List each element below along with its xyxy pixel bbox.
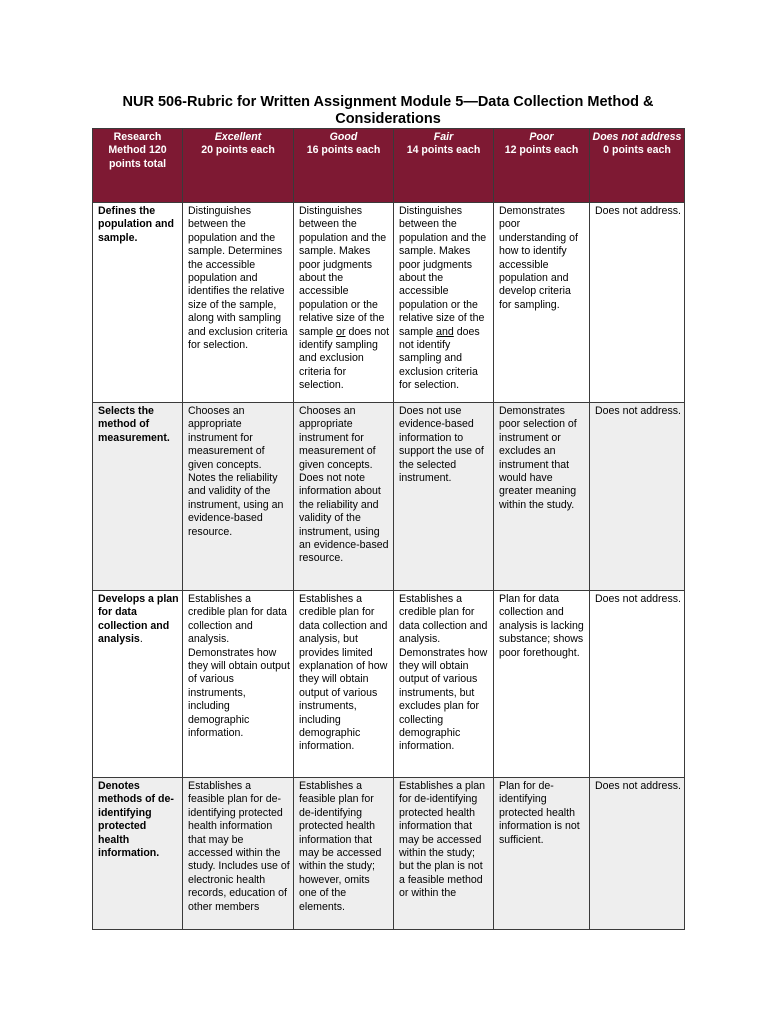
good-cell — [294, 591, 394, 778]
header-points: 14 points each — [406, 144, 481, 157]
header-points: 0 points each — [603, 144, 671, 157]
cell-text: Establishes a credible plan for data collection and analysis. Demonstrates how they will obtain output of various instruments, including demographic information. — [188, 593, 290, 740]
cell-text: does not identify sampling and exclusion criteria for selection. — [299, 325, 390, 392]
cell-text: does not identify sampling and exclusion criteria for selection. — [399, 325, 480, 392]
excellent-cell — [183, 403, 294, 591]
cell-text: Establishes a feasible plan for de-identifying protected health information that may be accessed within the study. Includes use of electronic health records, education of other members — [188, 780, 290, 913]
cell-text: Demonstrates poor selection of instrument or excludes an instrument that would have greater meaning within the study. — [499, 405, 577, 511]
fair-cell — [394, 591, 494, 778]
does-not-address-cell — [590, 403, 685, 591]
header-label: Poor — [529, 131, 554, 143]
good-cell — [294, 403, 394, 591]
good-cell — [294, 778, 394, 930]
criterion-text: Defines the population and sample. — [98, 205, 174, 244]
cell-text: Distinguishes between the population and the sample. Makes poor judgments about the accessible population or the relative size of the sample — [299, 205, 387, 338]
cell-text: Distinguishes between the population and the sample. Makes poor judgments about the accessible population or the relative size of the sample — [399, 205, 487, 338]
excellent-cell — [183, 203, 294, 403]
cell-text: Chooses an appropriate instrument for measurement of given concepts. Does not note information about the reliability and validity of the instrument, using an evidence-based resource. — [299, 405, 389, 565]
cell-text: Establishes a feasible plan for de-identifying protected health information that may be accessed within the study; however, omits one of the elements. — [299, 780, 382, 913]
poor-cell — [494, 403, 590, 591]
cell-text: Does not address. — [595, 405, 681, 417]
emphasis-text: or — [336, 325, 346, 338]
header-poor — [494, 129, 590, 203]
poor-cell — [494, 778, 590, 930]
criterion-text: Denotes methods of de-identifying protected health information. — [98, 780, 174, 860]
emphasis-text: and — [436, 325, 454, 338]
header-points: 16 points each — [306, 144, 381, 157]
cell-text: Establishes a plan for de-identifying protected health information that may be accessed within the study; but the plan is not a feasible method or within the — [399, 780, 485, 900]
cell-text: Does not use evidence-based information to support the use of the selected instrument. — [399, 405, 484, 485]
poor-cell — [494, 203, 590, 403]
criterion-text: Selects the method of measurement. — [98, 405, 170, 444]
cell-text: Demonstrates poor understanding of how to identify accessible population and develop criteria for sampling. — [499, 205, 578, 311]
header-excellent — [183, 129, 294, 203]
cell-text: Plan for data collection and analysis is lacking substance; shows poor forethought. — [499, 593, 584, 659]
excellent-cell — [183, 778, 294, 930]
header-fair — [394, 129, 494, 203]
header-points: 20 points each — [201, 144, 275, 157]
fair-cell — [394, 403, 494, 591]
rubric-header-row — [93, 129, 685, 203]
does-not-address-cell — [590, 591, 685, 778]
header-points: 12 points each — [504, 144, 579, 157]
header-label: Good — [329, 131, 358, 143]
criterion-cell — [93, 778, 183, 930]
document-title: NUR 506-Rubric for Written Assignment Module 5—Data Collection Method & Considerations — [122, 94, 654, 127]
cell-text: Plan for de-identifying protected health information is not sufficient. — [499, 780, 580, 846]
rubric-table — [92, 128, 685, 930]
criterion-suffix: . — [139, 633, 143, 646]
fair-cell — [394, 778, 494, 930]
cell-text: Establishes a credible plan for data collection and analysis, but provides limited explanation of how they will obtain output of various instruments, including demographic information. — [299, 593, 388, 753]
criterion-cell — [93, 403, 183, 591]
header-label: Research Method 120 points total — [108, 131, 167, 170]
criterion-text: Develops a plan for data collection and analysis — [98, 593, 179, 646]
cell-text: Does not address. — [595, 780, 681, 792]
poor-cell — [494, 591, 590, 778]
fair-cell — [394, 203, 494, 403]
good-cell — [294, 203, 394, 403]
rubric-row-population — [93, 203, 685, 403]
cell-text: Distinguishes between the population and the sample. Determines the accessible population and identifies the relative size of the sample, along with sampling and exclusion criteria for selection. — [188, 205, 288, 352]
header-label: Excellent — [214, 131, 262, 143]
rubric-row-deidentifying — [93, 778, 685, 930]
cell-text: Establishes a credible plan for data collection and analysis. Demonstrates how they will obtain output of various instruments, but excludes plan for collecting demographic information. — [399, 593, 488, 753]
cell-text: Does not address. — [595, 205, 681, 217]
header-does-not-address — [590, 129, 685, 203]
header-research-method — [93, 129, 183, 203]
cell-text: Chooses an appropriate instrument for measurement of given concepts. Notes the reliability and validity of the instrument, using an evidence-based resource. — [188, 405, 284, 538]
excellent-cell — [183, 591, 294, 778]
criterion-cell — [93, 591, 183, 778]
rubric-row-data-collection — [93, 591, 685, 778]
header-label: Fair — [433, 131, 454, 143]
rubric-row-measurement — [93, 403, 685, 591]
header-label: Does not address — [592, 131, 682, 143]
does-not-address-cell — [590, 778, 685, 930]
header-good — [294, 129, 394, 203]
does-not-address-cell — [590, 203, 685, 403]
cell-text: Does not address. — [595, 593, 681, 605]
criterion-cell — [93, 203, 183, 403]
